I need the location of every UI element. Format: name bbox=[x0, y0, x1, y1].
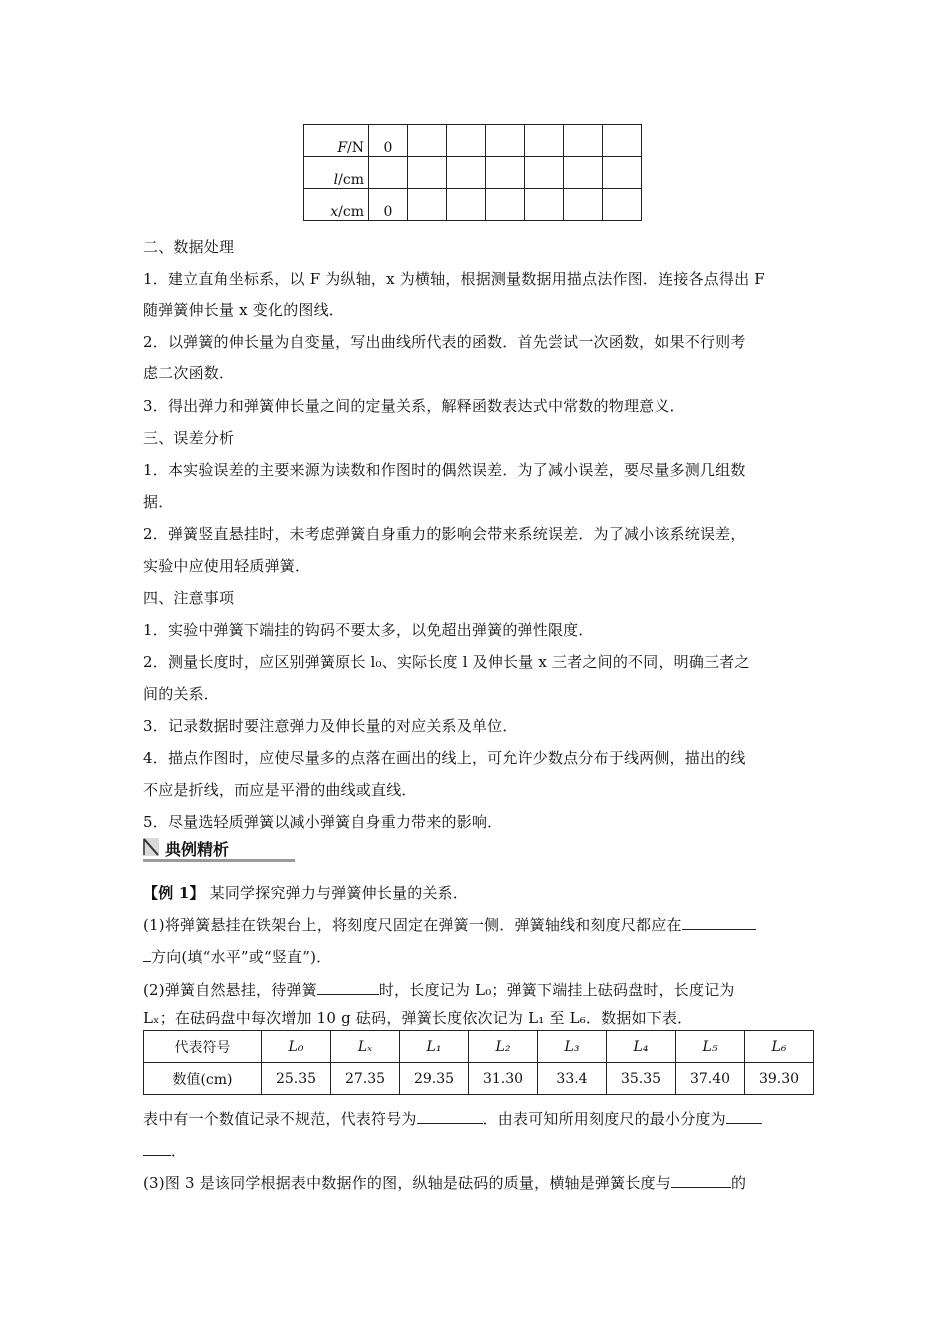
row-label bbox=[304, 125, 369, 157]
question-text: ．由表可知所用刻度尺的最小分度为 bbox=[482, 1110, 726, 1128]
question-text: 的 bbox=[730, 1174, 747, 1192]
question-text: (2)弹簧自然悬挂，待弹簧 bbox=[143, 981, 317, 999]
paragraph-line: 实验中应使用轻质弹簧． bbox=[143, 557, 311, 575]
question-text: 时，长度记为 L₀；弹簧下端挂上砝码盘时，长度记为 bbox=[378, 981, 735, 999]
row-unit: /cm bbox=[338, 172, 364, 188]
example-title: 某同学探究弹力与弹簧伸长量的关系． bbox=[209, 884, 469, 902]
table-cell bbox=[486, 189, 525, 221]
table-cell bbox=[564, 189, 603, 221]
paragraph-line: 2．测量长度时，应区别弹簧原长 l₀、实际长度 l 及伸长量 x 三者之间的不同，明确三者之 bbox=[143, 653, 750, 671]
value-cell: 31.30 bbox=[469, 1063, 538, 1095]
question-text: 方向(填“水平”或“竖直”)． bbox=[151, 948, 332, 966]
value-cell: 27.35 bbox=[331, 1063, 400, 1095]
paragraph-line: 间的关系． bbox=[143, 685, 220, 703]
value-cell: 33.4 bbox=[538, 1063, 607, 1095]
section-heading-notes: 四、注意事项 bbox=[143, 589, 235, 607]
answer-blank bbox=[682, 915, 756, 930]
paragraph-line: 2．弹簧竖直悬挂时，未考虑弹簧自身重力的影响会带来系统误差．为了减小该系统误差， bbox=[143, 525, 746, 543]
paragraph-line: 不应是折线，而应是平滑的曲线或直线． bbox=[143, 781, 417, 799]
table-cell bbox=[408, 157, 447, 189]
symbol-cell: L₃ bbox=[538, 1031, 607, 1063]
question-line bbox=[143, 1140, 186, 1162]
row-label bbox=[304, 189, 369, 221]
question-text: (3)图 3 是该同学根据表中数据作的图，纵轴是砝码的质量，横轴是弹簧长度与 bbox=[143, 1174, 671, 1192]
table-cell: 0 bbox=[369, 125, 408, 157]
example-label: 【例 1】 bbox=[143, 884, 205, 902]
paragraph-line: 随弹簧伸长量 x 变化的图线． bbox=[143, 301, 344, 319]
symbol-cell: L₀ bbox=[262, 1031, 331, 1063]
symbol-cell: L₂ bbox=[469, 1031, 538, 1063]
question-line: Lₓ；在砝码盘中每次增加 10 g 砝码，弹簧长度依次记为 L₁ 至 L₆．数据如下表． bbox=[143, 1009, 693, 1027]
measurement-row bbox=[304, 157, 642, 189]
question-text: 表中有一个数值记录不规范，代表符号为 bbox=[143, 1110, 417, 1128]
paragraph-line: 1．建立直角坐标系，以 F 为纵轴，x 为横轴，根据测量数据用描点法作图．连接各点得出 F bbox=[143, 270, 765, 288]
table-cell bbox=[525, 189, 564, 221]
table-cell bbox=[564, 157, 603, 189]
table-cell bbox=[369, 157, 408, 189]
value-cell: 35.35 bbox=[607, 1063, 676, 1095]
paragraph-line: 2．以弹簧的伸长量为自变量，写出曲线所代表的函数．首先尝试一次函数，如果不行则考 bbox=[143, 333, 746, 351]
table-header-label: 代表符号 bbox=[144, 1031, 262, 1063]
row-symbol: F bbox=[337, 140, 348, 156]
row-label bbox=[304, 157, 369, 189]
question-text: ． bbox=[171, 1142, 187, 1160]
table-cell bbox=[486, 157, 525, 189]
row-symbol: x bbox=[330, 204, 339, 220]
table-cell bbox=[603, 189, 642, 221]
table-cell bbox=[564, 125, 603, 157]
paragraph-line: 据． bbox=[143, 493, 174, 511]
measurement-row bbox=[304, 125, 642, 157]
question-line bbox=[143, 1108, 762, 1130]
paragraph-line: 4．描点作图时，应使尽量多的点落在画出的线上，可允许少数点分布于线两侧，描出的线 bbox=[143, 749, 746, 767]
table-cell bbox=[447, 157, 486, 189]
section-heading-data-processing: 二、数据处理 bbox=[143, 238, 235, 256]
question-line bbox=[143, 1172, 746, 1194]
data-table bbox=[143, 1030, 814, 1095]
question-line bbox=[143, 946, 331, 968]
question-line bbox=[143, 979, 735, 1001]
answer-blank bbox=[317, 980, 379, 995]
paragraph-line: 3．记录数据时要注意弹力及伸长量的对应关系及单位． bbox=[143, 717, 518, 735]
table-cell bbox=[603, 157, 642, 189]
value-cell: 29.35 bbox=[400, 1063, 469, 1095]
answer-blank bbox=[417, 1109, 483, 1124]
row-symbol: l bbox=[333, 172, 339, 188]
value-cell: 39.30 bbox=[745, 1063, 814, 1095]
paragraph-line: 虑二次函数． bbox=[143, 364, 235, 382]
paragraph-line: 1．实验中弹簧下端挂的钩码不要太多，以免超出弹簧的弹性限度． bbox=[143, 621, 594, 639]
symbol-cell: L₅ bbox=[676, 1031, 745, 1063]
table-cell: 0 bbox=[369, 189, 408, 221]
table-cell bbox=[408, 189, 447, 221]
symbol-cell: Lₓ bbox=[331, 1031, 400, 1063]
paragraph-line: 5．尽量选轻质弹簧以减小弹簧自身重力带来的影响． bbox=[143, 813, 503, 831]
answer-blank bbox=[143, 1141, 171, 1156]
paragraph-line: 3．得出弹力和弹簧伸长量之间的定量关系，解释函数表达式中常数的物理意义． bbox=[143, 397, 685, 415]
symbol-cell: L₄ bbox=[607, 1031, 676, 1063]
row-unit: /N bbox=[347, 140, 364, 156]
measurement-table bbox=[303, 124, 642, 221]
table-cell bbox=[525, 125, 564, 157]
table-cell bbox=[603, 125, 642, 157]
answer-blank bbox=[143, 947, 151, 962]
section-heading-error-analysis: 三、误差分析 bbox=[143, 429, 235, 447]
question-line bbox=[143, 914, 756, 936]
measurement-row bbox=[304, 189, 642, 221]
answer-blank bbox=[671, 1173, 731, 1188]
table-cell bbox=[408, 125, 447, 157]
banner-title: 典例精析 bbox=[165, 840, 230, 859]
table-cell bbox=[486, 125, 525, 157]
paragraph-line: 1．本实验误差的主要来源为读数和作图时的偶然误差．为了减小误差，要尽量多测几组数 bbox=[143, 461, 746, 479]
table-cell bbox=[447, 189, 486, 221]
value-cell: 37.40 bbox=[676, 1063, 745, 1095]
table-cell bbox=[525, 157, 564, 189]
symbol-cell: L₆ bbox=[745, 1031, 814, 1063]
section-banner bbox=[143, 836, 295, 862]
row-unit: /cm bbox=[338, 204, 364, 220]
banner-underline bbox=[143, 859, 295, 862]
diagonal-slash-icon bbox=[143, 838, 159, 856]
example-intro bbox=[143, 882, 468, 904]
symbol-cell: L₁ bbox=[400, 1031, 469, 1063]
table-cell bbox=[447, 125, 486, 157]
table-value-label: 数值(cm) bbox=[144, 1063, 262, 1095]
question-text: (1)将弹簧悬挂在铁架台上，将刻度尺固定在弹簧一侧．弹簧轴线和刻度尺都应在 bbox=[143, 916, 682, 934]
value-cell: 25.35 bbox=[262, 1063, 331, 1095]
answer-blank bbox=[726, 1109, 762, 1124]
